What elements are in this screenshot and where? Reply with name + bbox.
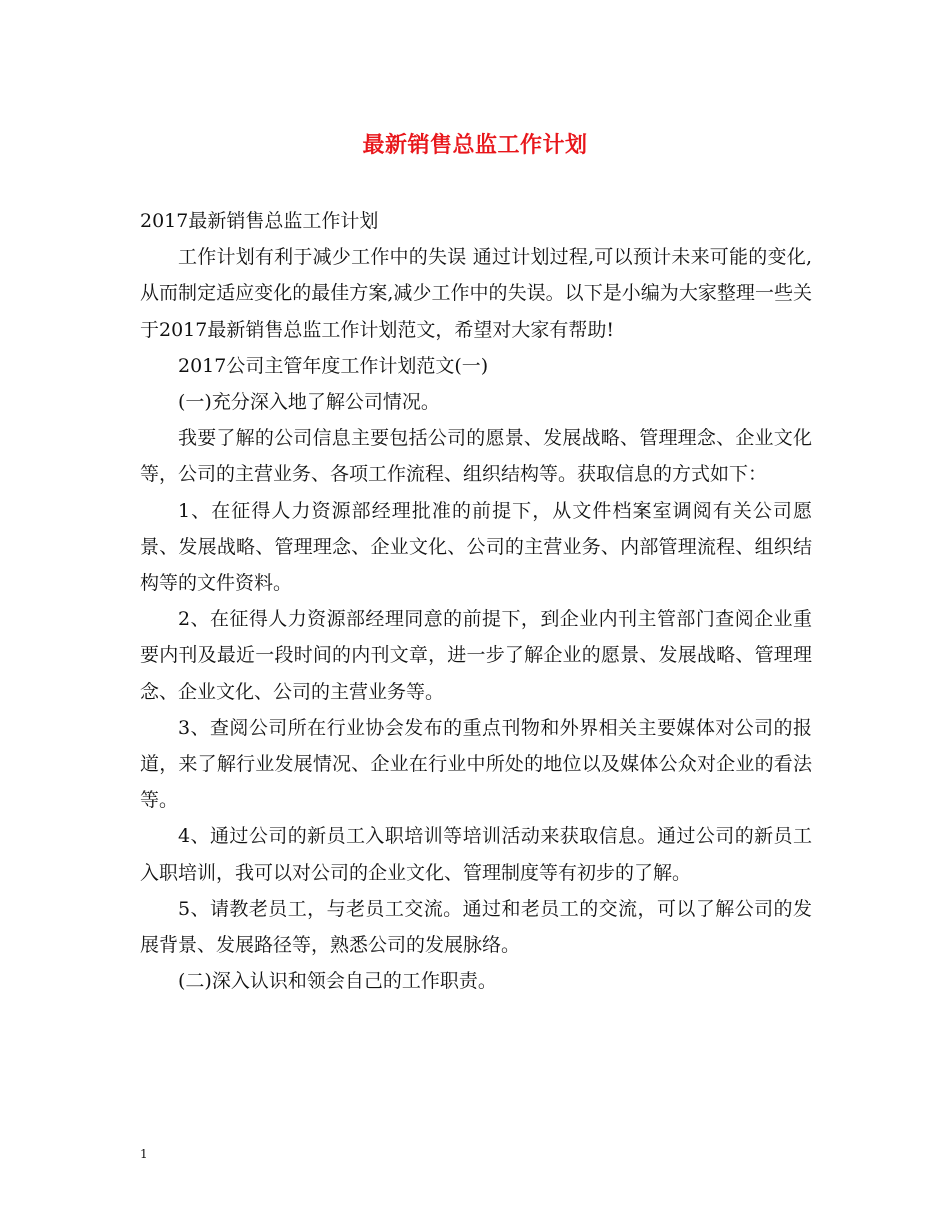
paragraph-section-heading: 2017公司主管年度工作计划范文(一)	[178, 354, 489, 377]
paragraph-item-1: 1、在征得人力资源部经理批准的前提下，从文件档案室调阅有关公司愿景、发展战略、管理理念、企业文化、公司的主营业务、内部管理流程、组织结构等的文件资料。	[140, 499, 812, 595]
paragraph-point-one: (一)充分深入地了解公司情况。	[178, 391, 440, 414]
paragraph-point-two: (二)深入认识和领会自己的工作职责。	[178, 970, 497, 993]
paragraph-intro: 工作计划有利于减少工作中的失误 通过计划过程,可以预计未来可能的变化,从而制定适应变化的最佳方案,减少工作中的失误。以下是小编为大家整理一些关于2017最新销售总监工作计划范文，希望对大家有帮助!	[140, 246, 812, 341]
paragraph-item-3: 3、查阅公司所在行业协会发布的重点刊物和外界相关主要媒体对公司的报道，来了解行业发展情况、企业在行业中所处的地位以及媒体公众对企业的看法等。	[140, 716, 812, 812]
paragraph-item-2: 2、在征得人力资源部经理同意的前提下，到企业内刊主管部门查阅企业重要内刊及最近一段时间的内刊文章，进一步了解企业的愿景、发展战略、管理理念、企业文化、公司的主营业务等。	[140, 608, 812, 703]
document-body	[140, 203, 812, 999]
paragraph-info-overview: 我要了解的公司信息主要包括公司的愿景、发展战略、管理理念、企业文化等，公司的主营业务、各项工作流程、组织结构等。获取信息的方式如下：	[140, 427, 812, 486]
document-title: 最新销售总监工作计划	[362, 133, 588, 158]
paragraph-item-4: 4、通过公司的新员工入职培训等培训活动来获取信息。通过公司的新员工入职培训，我可以对公司的企业文化、管理制度等有初步的了解。	[140, 825, 812, 884]
page-number: 1	[140, 1147, 148, 1161]
paragraph-subtitle: 2017最新销售总监工作计划	[140, 210, 379, 232]
paragraph-item-5: 5、请教老员工，与老员工交流。通过和老员工的交流，可以了解公司的发展背景、发展路径等，熟悉公司的发展脉络。	[140, 897, 812, 957]
